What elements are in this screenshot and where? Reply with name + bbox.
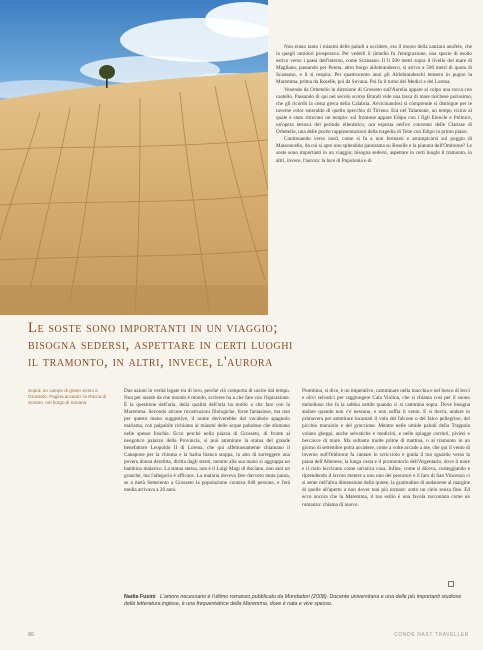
page-number: 86 — [28, 632, 35, 638]
upper-text-column — [276, 44, 472, 314]
photo-caption: Sopra: un campo di grano vicino a Grosseto. Pagina accanto: la Rocca di Sorano, nel borgo di Sovana — [28, 388, 107, 406]
pull-quote-line: il tramonto, in altri, invece, l'aurora — [28, 354, 274, 370]
upper-paragraph: Non erano tanto i miasmi delle paludi a uccidere, era il morso della zanzara anofele, che in quegli umidori prosperava. Per vederli il rimedio fu l'emigrazione, una specie di esodo estivo verso i paesi dell'interno, come Scansano. Il lì 500 metri sopra il livello del mare di Magliano, passando per Pereta, altro borgo aldobrandesco, si arriva a 500 metri di quota di Scansano, e lì si respira. Per quattrocento anni gli Aldobrandeschi tennero in pugno la Maremma, prima da Roselle, poi da Sovana. Poi fu il turno dei Medici e dei Lorena. — [276, 44, 472, 86]
running-footer: CONDE NAST TRAVELLER — [394, 632, 469, 638]
pull-quote — [28, 320, 468, 371]
author-name: Nadia Fusini — [124, 594, 156, 600]
wheat-field-photo — [0, 0, 268, 315]
pull-quote-line: bisogna sedersi, aspettare in certi luoghi — [28, 337, 293, 353]
lower-text-column-left — [124, 388, 290, 588]
lower-paragraph: Due azioni in verità legate tra di loro, perché ciò comporta di uscire dal tempo. Non per niente da che mondo è mondo, scrivere ha a che fare con l'ispirazione. È la questione dell'aria, della qualità dell'aria ha molto a che fare con la Maremma. Secondo alcune ricostruzioni filologiche, forse fantasiose, ma non per questo meno suggestive, il nome deriverebbe dal vocabolo spagnolo marisma, con palpabile richiamo ai miasmi delle acque paludose che sfumano nelle spesse foschie. Ecco perché nella piazza di Grosseto, di fronte al neogotico palazzo della Provincia, si può ammirare la statua del grande benefattore Leopoldo II di Lorena, che qui affettuosamente chiamano il Canapone per la chioma e la barba bianca stoppa, in atto di sorreggere una povera donna derelitta, diritta dagli stenti, mentre alla sua mano si aggrappa un bambino malarico. La statua stessa, non è il Luigi Magi di Asciano, non sarà un granché, ma l'allegoria è efficace. La malaria doveva fare davvero tanta paura, se a metà Settecento a Grosseto la popolazione contava 648 persone, e l'età media arrivava a 20 anni. — [124, 388, 290, 494]
end-of-article-mark — [448, 581, 454, 587]
upper-paragraph: Continuando verso nord, come si fa a non fermarsi e arrampicarsi sul poggio di Massoncello, da cui si apre uno splendido panorama su Roselle e la pianura dell'Ombrone? Le soste sono importanti in un viaggio; bisogna sedersi, aspettare in certi luoghi il tramonto, in altri, invece, l'aurora: la luce di Populonia e di — [276, 136, 472, 164]
lower-paragraph: Piombino, si dice, è un imperativo, camminare nella macchia e nel bosco di lecci e olivi selvatici per raggiungere Cala Violina, che si chiama così per il suono melodioso che fa la sabbia sottile quando ci si cammina sopra. Dove bisogna andare quando non c'è nessuno, e non soffia il vento. E si dovrà, andare in primavera per ammirare incantati il volo del falcone o del falco pellegrino, del picchio muraiolo e del gruccione. Mentre nelle umide paludi della Trappola volano gheppi, anche selvatiche e medicini, e nelle spiagge corrieri, pivieri e beccacce di mare. Ma soltanto molte prime di mattina, o al tramonto in un giorno di settembre potrà accadere, come a volte accade a me, che qui il vento di inverno sull'Ombrone fa cantare lo scricciolo e guida il tuo sguardo verso la piana dell'Alberese, la lunga costa e il promontorio dell'Argentario, dove il mare e il cielo luccicano come un'unica cosa. Infine, come si diceva, costeggiando e riprendendo il lavoro mentre a uno uno dei pescatori e il faro di San Vincenzo ci si sente nell'altra dimensione della quiete, la gratitudine di andarsene al margine di quelle all'aperto a non dover mai più tornare: sotto un cielo senza fine. Ed ecco ancora che la Maremma, il tuo esilio è una favola raccontata come un romanzo: chiama di nuovo. — [302, 388, 470, 508]
author-bio-text: L'amore necessario è l'ultimo romanzo pubblicato da Mondadori (2008). Docente universitaria e una delle più importanti studiose della letteratura inglese, è una frequentatrice della Maremma, dove è nata e vive spesso. — [124, 594, 462, 608]
lower-text-column-right — [302, 388, 470, 588]
author-bio — [124, 594, 468, 608]
pull-quote-line: Le soste sono importanti in un viaggio; — [28, 320, 278, 336]
upper-paragraph: Venendo da Orbetello in direzione di Grosseto sull'Aurelia appare al colpo una rocca con castello. Passando di qui nel secolo scorso Brandi vide una tasca di mare turchese purissimo, che gli ricordò la costa greca della Calabria. Avvicinandosi si comprende si distingue per le taverne color smeraldo di quello specchio di Tirreno. Era nel Talamone, un tempo vicino al quale è stato ritrovato un tempio: sul frontone appare Edipo con i figli Eteocle e Polinice, un'opera etrusca del periodo ellenistico, ora esposta nell'ex convento delle Clarisse di Orbetello, una delle poche rappresentazioni della tragedia di Tebe con Edipo in primo piano. — [276, 86, 472, 136]
